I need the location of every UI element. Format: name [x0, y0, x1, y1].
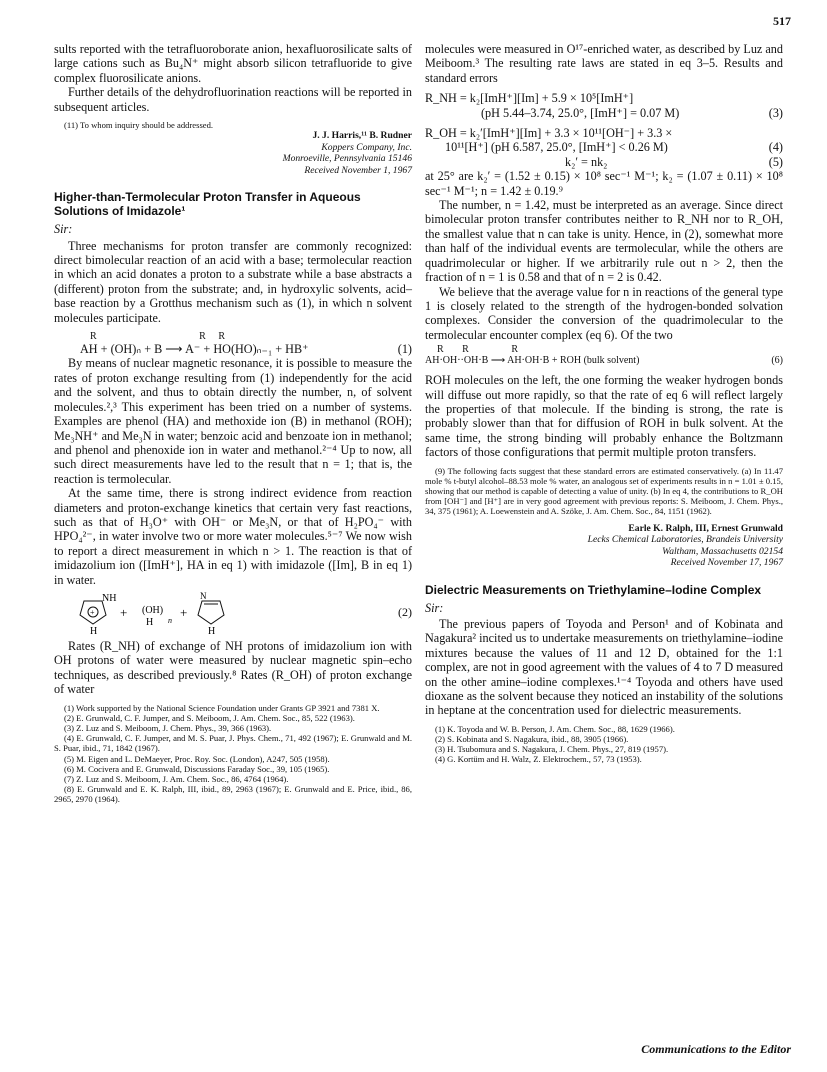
equation-4: [425, 126, 783, 155]
footnote: (1) Work supported by the National Science Foundation under Grants GP 3921 and 7381 X.: [64, 702, 380, 713]
salutation: Sir:: [425, 600, 444, 615]
footnote: (3) H. Tsubomura and S. Nagakura, J. Chem. Phys., 27, 819 (1957).: [435, 744, 669, 755]
footnote: (7) Z. Luz and S. Meiboom, J. Am. Chem. Soc., 86, 4764 (1964).: [64, 774, 289, 785]
equation-1: [54, 342, 412, 356]
equation-3: [425, 91, 783, 120]
imidazole-reaction-diagram: [54, 591, 354, 635]
article-title: Dielectric Measurements on Triethylamine–Iodine Complex: [425, 582, 762, 597]
paragraph: ROH molecules on the left, the one forming the weaker hydrogen bonds will diffuse out more rapidly, so that the rate of eq 6 will reflect largely the properties of that molecule. If the binding is strong, the rate is probably slower than that for diffusion of ROH in bulk solvent. At the same time, the strong binding will probably enhance the Boltzmann factors of those configurations that permit multiple proton transfers.: [425, 373, 783, 460]
paragraph: Rates (R_NH) of exchange of NH protons of imidazolium ion with OH protons of water were measured by nuclear magnetic spin–echo techniques, as described previously.⁸ Rates (R_OH) of proton exchange of water: [54, 638, 412, 697]
equation-conditions: (pH 5.44–3.74, 25.0°, [ImH⁺] = 0.07 M): [481, 105, 680, 120]
svg-text:N: N: [200, 590, 207, 601]
footnote: (9) The following facts suggest that these standard errors are estimated conservatively. (a) In 11.47 mole % t-butyl alcohol–88.53 mole % water, an analogous set of experiments results in n = 1.01 ± 0.15, showing that our method is capable of detecting a value of unity. (b) In eq 4, the contributions to R_OH from [OH⁻] and [H⁺] are in very good agreement with previous reports: S. Meiboom, J. Chem. Phys., 34, 375 (1961); A. Loewenstein and A. Szöke, J. Am. Chem. Soc., 84, 1151 (1962).: [425, 465, 783, 517]
paragraph: The number, n = 1.42, must be interpreted as an average. Since direct bimolecular proton transfer contributes neither to R_NH nor to R_OH, the smallest value that n can take is unity. Hence, in (2), somewhat more than half of the individual events are termolecular, while the others are quadrimolecular or higher. If we arbitrarily rule out n > 2, then the fraction of n = 1 is 0.58 and that of n = 2 is 0.42.: [425, 198, 783, 285]
paragraph: We believe that the average value for n in reactions of the general type 1 is closely related to the strength of the hydrogen-bonded solvation complexes. Consider the conversion of the quadrimolecular to the termolecular encounter complex (eq 6). Of the two: [425, 284, 783, 342]
svg-text:+: +: [120, 604, 128, 620]
received-date: Received November 17, 1967: [670, 557, 783, 569]
equation-5: [425, 155, 783, 169]
footnote: (4) E. Grunwald, C. F. Jumper, and M. S. Puar, J. Phys. Chem., 71, 492 (1967); E. Grunwald and M. S. Puar, ibid., 71, 1842 (1967).: [54, 733, 412, 754]
paragraph: The previous papers of Toyoda and Person¹ and of Kobinata and Nagakura² incited us to undertake measurements on triethylamine–iodine mixtures because the values of 11 and 12 D, obtained for the 1:1 complex, are not in good agreement with the values of 4 to 7 D measured on the other amine–iodine complexes.¹⁻⁴ Toyoda and others have used dioxane as the solvent because they noticed an instability of the solutions in heptane at the concentration used for dielectric measurements.: [425, 616, 783, 718]
paragraph: Three mechanisms for proton transfer are commonly recognized: direct bimolecular reaction of an acid with a base; termolecular reaction in which an acid donates a proton to a substrate while a base abstracts a (different) proton from the substrate; and, in hydroxylic solvents, acid–base reaction by a Grotthus mechanism such as (1), in which n solvent molecules participate.: [54, 238, 412, 325]
received-date: Received November 1, 1967: [304, 164, 412, 176]
footnote: (5) M. Eigen and L. DeMaeyer, Proc. Roy. Soc. (London), A247, 505 (1958).: [64, 753, 330, 764]
paragraph: By means of nuclear magnetic resonance, it is possible to measure the rates of proton exchange resulting from (1) independently for the acid and the solvent, and thus to obtain directly the number, n, of solvent molecules.²,³ This experiment has been tried on a number of systems. Examples are phenol (HA) and methoxide ion (B) in methanol (ROH); Me₃NH⁺ and Me₃N in water; benzoic acid and benzoate ion in methanol; and phenol and phenoxide ion in water and methanol.²⁻⁴ Up to now, all such direct measurements have led to the result that n = 1; that is, the reaction is termolecular.: [54, 356, 412, 486]
equation-body: R_OH = k₂′[ImH⁺][Im] + 3.3 × 10¹¹[OH⁻] + 3.3 ×: [425, 126, 673, 141]
equation-number: (3): [768, 105, 783, 120]
section-footer: Communications to the Editor: [641, 1042, 791, 1056]
affiliation-city: Waltham, Massachusetts 02154: [662, 545, 783, 557]
footnote: (4) G. Kortüm and H. Walz, Z. Elektrochem., 57, 73 (1953).: [435, 754, 642, 765]
salutation: Sir:: [54, 222, 73, 237]
equation-number: (6): [771, 355, 783, 367]
paragraph: At the same time, there is strong indirect evidence from reaction diameters and proton-exchange kinetics that certain very fast reactions, such as that of H₃O⁺ with OH⁻ or Me₃N, or that of H₂PO₄⁻ with HPO₄²⁻, in water involve two or more water molecules.⁵⁻⁷ We now wish to report a direct measurement in which n > 1. The reaction is that of imidazolium ion ([ImH⁺], HA in eq 1) with imidazole ([Im], B in eq 1) in water.: [54, 486, 412, 587]
n-subscript: n: [168, 615, 172, 625]
author-names: Earle K. Ralph, III, Ernest Grunwald: [628, 522, 783, 534]
footnote: (11) To whom inquiry should be addressed.: [64, 120, 214, 131]
article-title: Higher-than-Termolecular Proton Transfer in Aqueous Solutions of Imidazole¹: [54, 190, 361, 219]
equation-body: k₂′ = nk₂: [565, 154, 608, 169]
svg-text:+: +: [180, 604, 188, 620]
paragraph: molecules were measured in O¹⁷-enriched water, as described by Luz and Meiboom.³ The resulting rate laws are stated in eq 3–5. Results and standard errors: [425, 42, 783, 85]
h-label: H: [208, 625, 216, 635]
left-column: [54, 42, 412, 805]
footnote: (6) M. Cocivera and E. Grunwald, Discussions Faraday Soc., 39, 105 (1965).: [64, 763, 330, 774]
oh-label: (OH): [142, 604, 164, 616]
equation-body: AH + (OH)ₙ + B ⟶ A⁻ + HO(HO)ₙ₋₁ + HB⁺: [80, 342, 309, 357]
affiliation: Lecks Chemical Laboratories, Brandeis University: [587, 534, 783, 546]
equation-number: (4): [768, 140, 783, 155]
affiliation: Koppers Company, Inc.: [321, 141, 412, 153]
equation-6: [425, 355, 783, 367]
paragraph: sults reported with the tetrafluoroborate anion, hexafluorosilicate salts of large cations such as Bu₄N⁺ might absorb silicon tetrafluoride to give complex fluorosilicate anions.: [54, 42, 412, 85]
h-label: H: [146, 616, 154, 628]
svg-text:+: +: [90, 607, 95, 617]
page-number: 517: [773, 14, 791, 28]
equation-substituents: R R R: [90, 331, 226, 343]
footnotes-right: [425, 724, 783, 765]
affiliation-city: Monroeville, Pennsylvania 15146: [282, 153, 412, 165]
footnote: (3) Z. Luz and S. Meiboom, J. Chem. Phys., 39, 366 (1963).: [64, 723, 272, 734]
paragraph: at 25° are k₂′ = (1.52 ± 0.15) × 10⁸ sec⁻¹ M⁻¹; k₂ = (1.07 ± 0.11) × 10⁸ sec⁻¹ M⁻¹; n = 1.42 ± 0.19.⁹: [425, 169, 783, 198]
footnote: (2) E. Grunwald, C. F. Jumper, and S. Meiboom, J. Am. Chem. Soc., 85, 522 (1963).: [64, 712, 355, 723]
equation-conditions: 10¹¹[H⁺] (pH 6.587, 25.0°, [ImH⁺] < 0.26 M): [445, 140, 668, 155]
equation-body: AH·OH··OH·B ⟶ AH·OH·B + ROH (bulk solvent): [425, 355, 640, 367]
equation-number: (2): [398, 605, 412, 620]
footnote: (1) K. Toyoda and W. B. Person, J. Am. Chem. Soc., 88, 1629 (1966).: [435, 723, 675, 734]
footnotes-left: [54, 703, 412, 805]
imidazole-ring-icon: [198, 601, 224, 624]
nh-label: NH: [102, 592, 117, 604]
equation-body: R_NH = k₂[ImH⁺][Im] + 5.9 × 10⁵[ImH⁺]: [425, 91, 634, 106]
equation-2: [54, 591, 412, 635]
footnote: (8) E. Grunwald and E. K. Ralph, III, ibid., 89, 2963 (1967); E. Grunwald and E. Price, ibid., 86, 2965, 2970 (1964).: [54, 784, 412, 805]
equation-number: (1): [397, 342, 412, 357]
author-names: J. J. Harris,¹¹ B. Rudner: [312, 130, 412, 142]
equation-number: (5): [768, 154, 783, 169]
h-label: H: [90, 625, 98, 635]
footnote: (2) S. Kobinata and S. Nagakura, ibid., 88, 3905 (1966).: [435, 734, 629, 745]
right-column: [425, 42, 783, 765]
equation-substituents: R R R: [437, 344, 519, 356]
paragraph: Further details of the dehydrofluorination reactions will be reported in subsequent articles.: [54, 85, 412, 114]
